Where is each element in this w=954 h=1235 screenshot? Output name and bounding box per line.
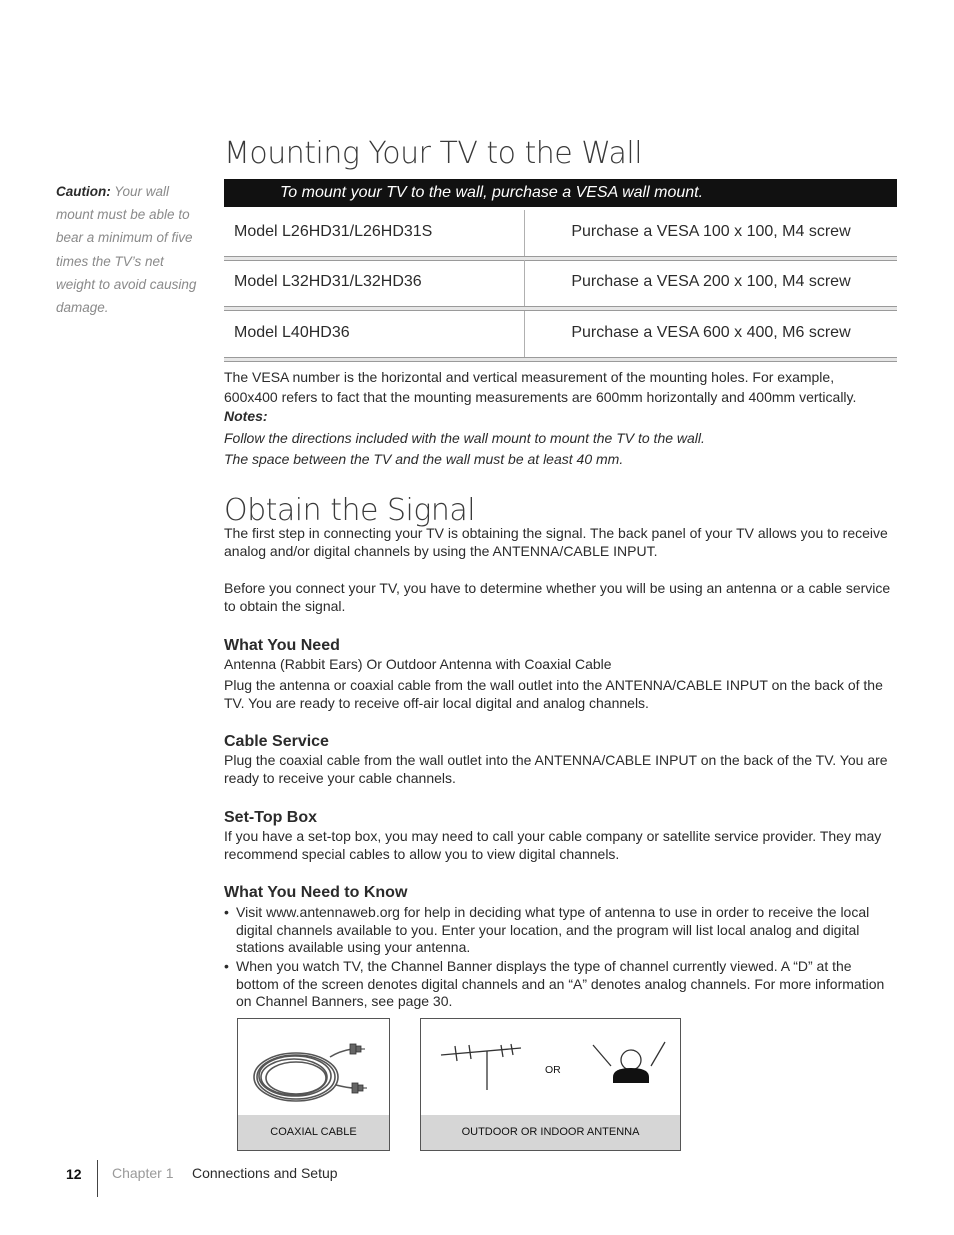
notes-list [224,428,897,470]
bullet-icon: • [224,904,229,920]
vesa-explanation [224,367,897,407]
settop-paragraph: If you have a set-top box, you may need to call your cable company or satellite service provider. They may recommend special cables to allow you to view digital channels. [224,828,882,862]
caution-text: Your wall mount must be able to bear a minimum of five times the TV’s net weight to avoid causing damage. [56,184,197,316]
signal-intro: Before you connect your TV, you have to determine whether you will be using an antenna or a cable service to obtain the signal. [224,580,891,614]
row-rule [224,357,897,362]
list-item [224,958,897,1011]
list-item [224,904,897,957]
table-row [224,311,897,355]
caution-note [56,180,206,319]
or-label: OR [545,1064,561,1076]
vesa-explanation-line: The VESA number is the horizontal and vertical measurement of the mounting holes. For example, [224,369,835,385]
figure-caption: COAXIAL CABLE [238,1115,389,1150]
coaxial-cable-icon [238,1019,389,1115]
mount-cell: Purchase a VESA 100 x 100, M4 screw [571,223,851,240]
vesa-explanation-line: 600x400 refers to fact that the mounting measurements are 600mm horizontally and 400mm vertically. [224,389,857,405]
notes-label: Notes: [224,408,268,424]
chapter-label: Chapter 1 [112,1165,174,1181]
bullet-icon: • [224,958,229,974]
cable-paragraph: Plug the coaxial cable from the wall outlet into the ANTENNA/CABLE INPUT on the back of the TV. You are ready to receive your cable channels. [224,752,888,786]
note-item: Follow the directions included with the wall mount to mount the TV to the wall. [224,430,705,446]
chapter-title: Connections and Setup [192,1165,338,1181]
bullet-text: When you watch TV, the Channel Banner displays the type of channel currently viewed. A “D” at the bottom of the screen denotes digital channels and an “A” denotes analog channels. For more information on Channel Banners, see page 30. [236,958,885,1009]
signal-title: Obtain the Signal [224,493,476,528]
vesa-banner: To mount your TV to the wall, purchase a VESA wall mount. [224,179,897,207]
model-cell: Model L40HD36 [234,324,350,341]
need-subheading: Antenna (Rabbit Ears) Or Outdoor Antenna with Coaxial Cable [224,656,612,672]
bullet-text: Visit www.antennaweb.org for help in deciding what type of antenna to use in order to receive the local digital channels available to you. Enter your location, and the program will list local analog and digital stations available using your antenna. [236,904,870,955]
mounting-title: Mounting Your TV to the Wall [224,136,643,171]
figure-caption: OUTDOOR OR INDOOR ANTENNA [421,1115,680,1150]
mount-cell: Purchase a VESA 600 x 400, M6 screw [571,324,851,341]
section-heading: Set-Top Box [224,809,318,826]
signal-intro: The first step in connecting your TV is obtaining the signal. The back panel of your TV allows you to receive analog and/or digital channels by using the ANTENNA/CABLE INPUT. [224,525,888,559]
caution-label: Caution: [56,184,111,199]
page-number: 12 [66,1166,82,1182]
section-heading: What You Need [224,637,340,654]
need-paragraph: Plug the antenna or coaxial cable from the wall outlet into the ANTENNA/CABLE INPUT on the back of the TV. You are ready to receive off-air local digital and analog channels. [224,677,883,711]
table-row [224,210,897,254]
section-heading: Cable Service [224,733,329,750]
coaxial-cable-figure [237,1018,390,1151]
model-cell: Model L32HD31/L32HD36 [234,273,422,290]
table-row [224,260,897,304]
footer-divider [97,1160,98,1197]
section-heading: What You Need to Know [224,884,408,901]
antenna-figure [420,1018,681,1151]
model-cell: Model L26HD31/L26HD31S [234,223,433,240]
note-item: The space between the TV and the wall must be at least 40 mm. [224,451,624,467]
mount-cell: Purchase a VESA 200 x 100, M4 screw [571,273,851,290]
